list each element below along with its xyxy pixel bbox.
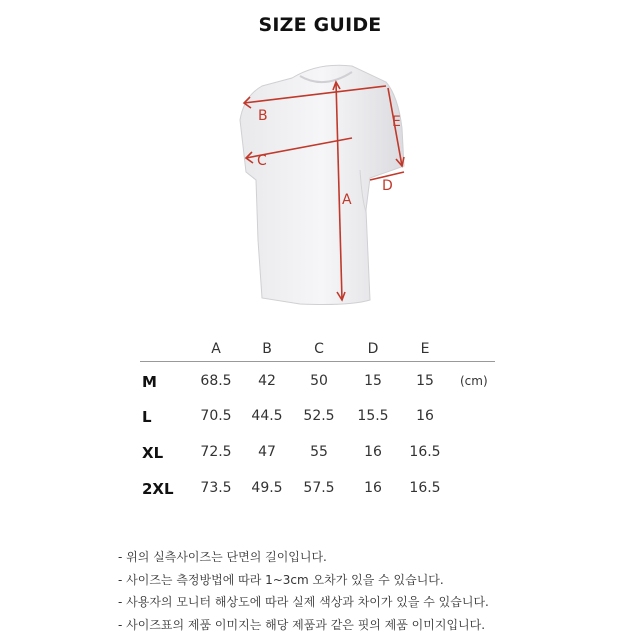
table-cell: 16 xyxy=(364,444,382,460)
table-cell: 16.5 xyxy=(409,480,441,496)
table-row xyxy=(140,373,500,393)
table-cell: 49.5 xyxy=(251,480,283,496)
table-cell: 72.5 xyxy=(200,444,232,460)
page-title: SIZE GUIDE xyxy=(258,14,382,36)
table-cell: 52.5 xyxy=(303,408,335,424)
table-cell: 57.5 xyxy=(303,480,335,496)
table-cell: 55 xyxy=(310,444,328,460)
diagram-label-d: D xyxy=(382,178,393,194)
table-cell: 68.5 xyxy=(200,373,232,389)
table-cell: 16.5 xyxy=(409,444,441,460)
table-cell: 16 xyxy=(364,480,382,496)
diagram-label-b: B xyxy=(258,108,268,124)
table-cell: 15.5 xyxy=(357,408,389,424)
column-header-e: E xyxy=(420,341,430,357)
column-header-c: C xyxy=(314,341,324,357)
table-row xyxy=(140,480,500,500)
header-divider xyxy=(140,361,495,362)
table-cell: 47 xyxy=(258,444,276,460)
table-cell: 70.5 xyxy=(200,408,232,424)
diagram-label-c: C xyxy=(257,153,267,169)
table-cell: 15 xyxy=(364,373,382,389)
table-cell: 73.5 xyxy=(200,480,232,496)
table-cell: 42 xyxy=(258,373,276,389)
note-line: - 사이즈는 측정방법에 따라 1~3cm 오차가 있을 수 있습니다. xyxy=(118,572,444,587)
table-cell: 44.5 xyxy=(251,408,283,424)
table-cell: 15 xyxy=(416,373,434,389)
unit-label: (cm) xyxy=(460,374,488,388)
table-row xyxy=(140,408,500,428)
column-header-d: D xyxy=(367,341,379,357)
diagram-label-e: E xyxy=(392,114,401,130)
column-header-a: A xyxy=(211,341,221,357)
table-cell: 16 xyxy=(416,408,434,424)
column-header-b: B xyxy=(262,341,272,357)
table-cell: 50 xyxy=(310,373,328,389)
note-line: - 사용자의 모니터 해상도에 따라 실제 색상과 차이가 있을 수 있습니다. xyxy=(118,595,489,609)
size-label: XL xyxy=(142,444,164,462)
table-row xyxy=(140,444,500,464)
size-label: M xyxy=(142,373,157,391)
size-label: 2XL xyxy=(142,480,174,498)
note-line: - 사이즈표의 제품 이미지는 해당 제품과 같은 핏의 제품 이미지입니다. xyxy=(118,617,486,632)
note-line: - 위의 실측사이즈는 단면의 길이입니다. xyxy=(118,550,327,564)
diagram-label-a: A xyxy=(342,192,352,208)
size-label: L xyxy=(142,408,152,426)
size-notes xyxy=(118,546,618,636)
